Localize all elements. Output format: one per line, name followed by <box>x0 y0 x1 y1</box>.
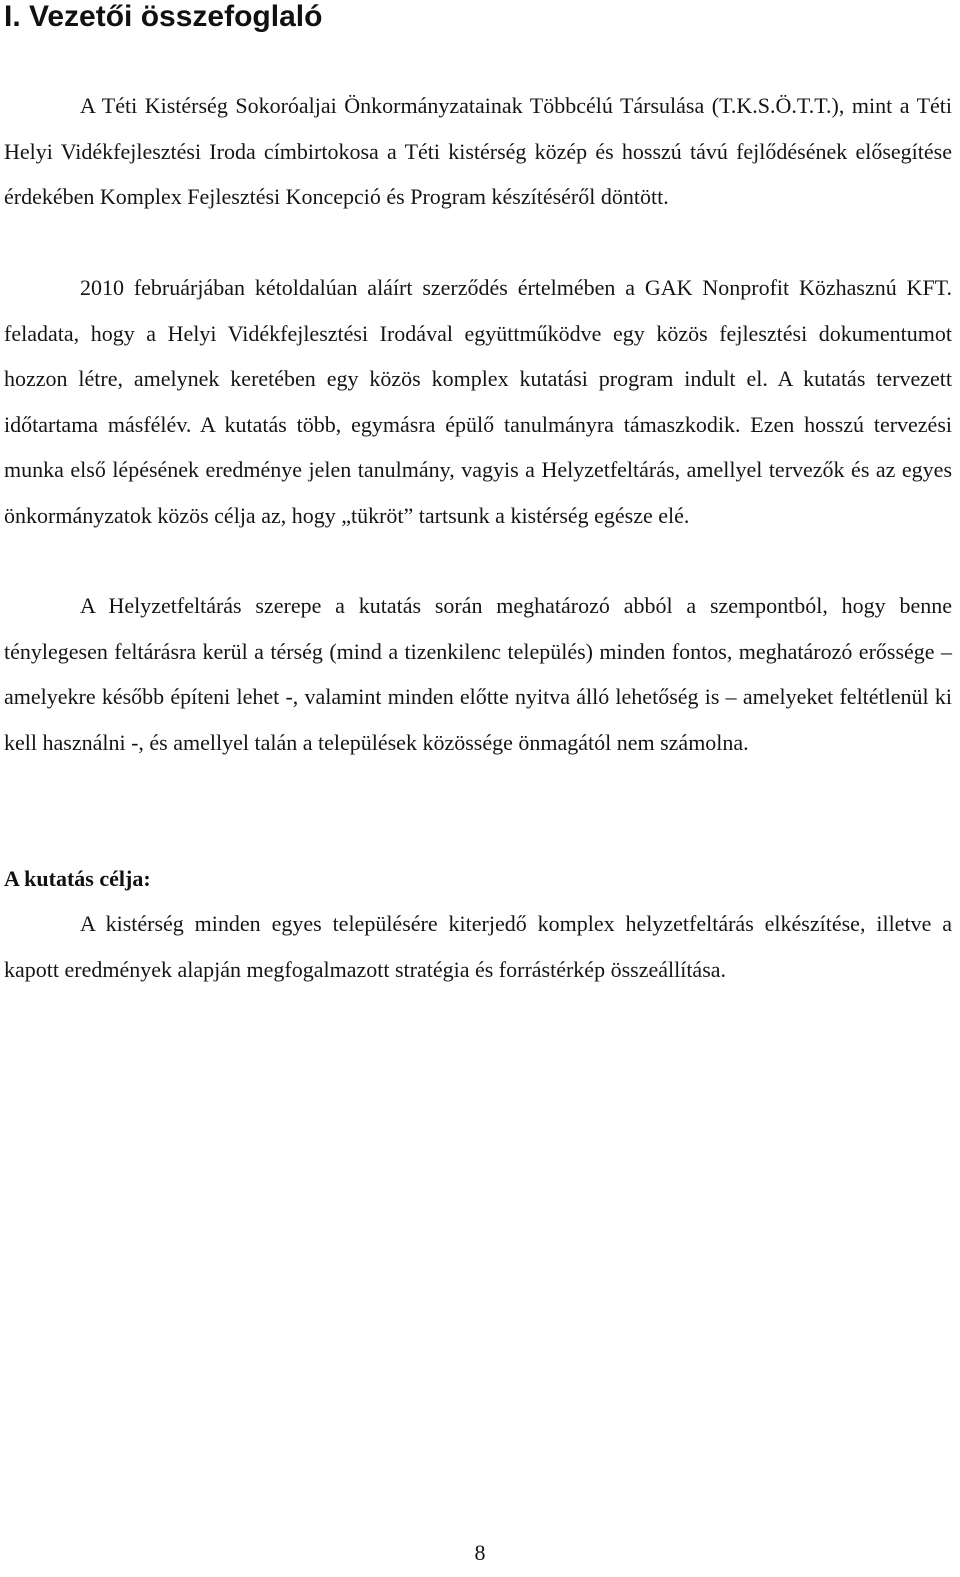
page-number: 8 <box>474 1540 486 1565</box>
paragraph-goal: A kistérség minden egyes településére kiterjedő komplex helyzetfeltárás elkészítése, illetve a kapott eredmények alapján megfogalmazott stratégia és forrástérkép összeállítása. <box>4 911 952 982</box>
paragraph-contract: 2010 februárjában kétoldalúan aláírt szerződés értelmében a GAK Nonprofit Közhasznú KFT. feladata, hogy a Helyi Vidékfejlesztési Irodával együttműködve egy közös fejlesztési dokumentumot hozzon létre, amelynek keretében egy közös komplex kutatási program indult el. A kutatás tervezett időtartama másfélév. A kutatás több, egymásra épülő tanulmányra támaszkodik. Ezen hosszú tervezési munka első lépésének eredménye jelen tanulmány, vagyis a Helyzetfeltárás, amellyel tervezők és az egyes önkormányzatok közös célja az, hogy „tükröt” tartsunk a kistérség egésze elé. <box>4 275 952 528</box>
paragraph-intro: A Téti Kistérség Sokoróaljai Önkormányzatainak Többcélú Társulása (T.K.S.Ö.T.T.), mint a Téti Helyi Vidékfejlesztési Iroda címbirtokosa a Téti kistérség közép és hosszú távú fejlődésének elősegítése érdekében Komplex Fejlesztési Koncepció és Program készítéséről döntött. <box>4 93 952 209</box>
page-title: I. Vezetői összefoglaló <box>4 0 323 33</box>
section-title: A kutatás célja: <box>4 866 151 891</box>
paragraph-role: A Helyzetfeltárás szerepe a kutatás során meghatározó abból a szempontból, hogy benne ténylegesen feltárásra kerül a térség (mind a tizenkilenc település) minden fontos, meghatározó erőssége – amelyekre később építeni lehet -, valamint minden előtte nyitva álló lehetőség is – amelyeket feltétlenül ki kell használni -, és amellyel talán a települések közössége önmagától nem számolna. <box>4 593 952 755</box>
